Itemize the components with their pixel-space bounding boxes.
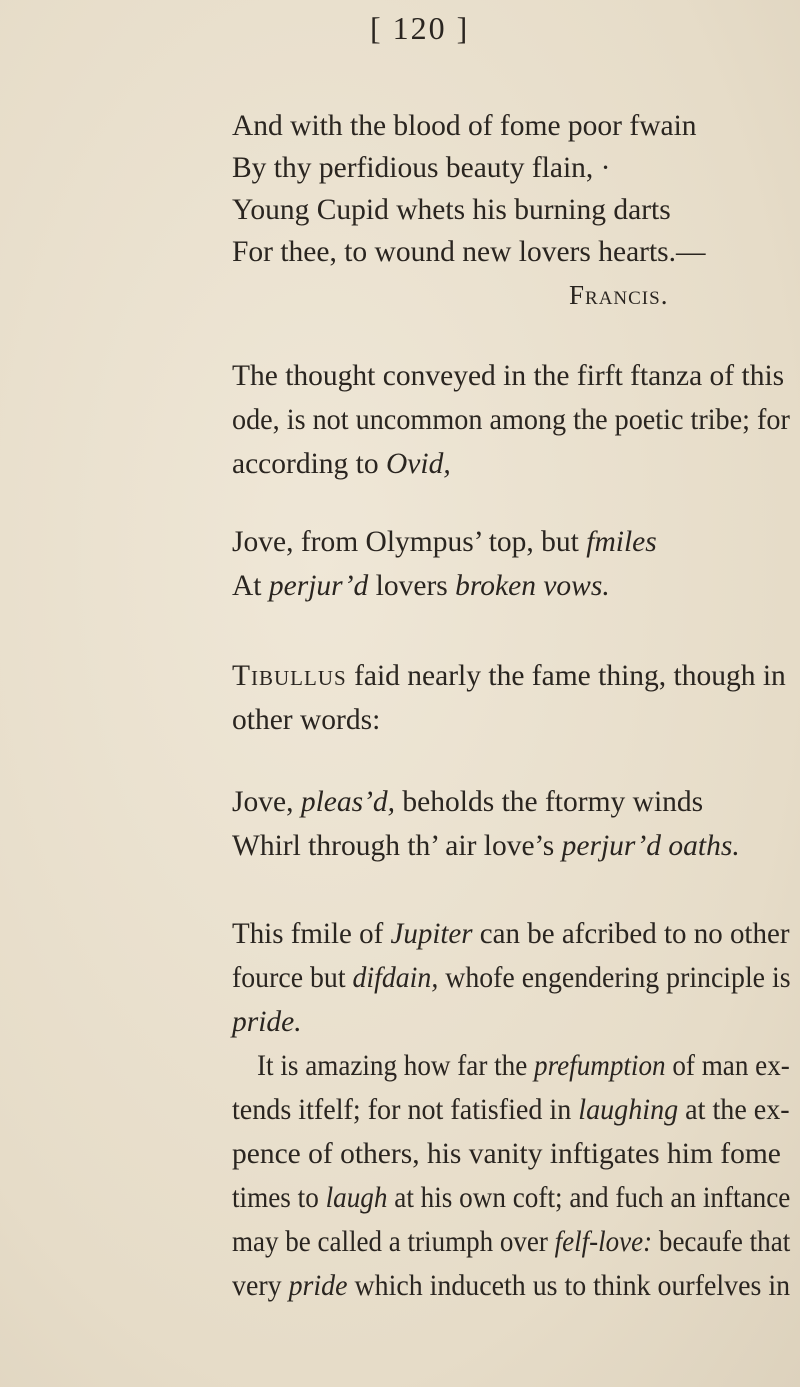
verse-line: Whirl through th’ air love’s perjur’d oaths. [232,830,740,862]
paragraph-line: This fmile of Jupiter can be afcribed to no other [232,918,790,950]
verse-line: And with the blood of fome poor fwain [232,110,697,142]
paragraph-line: pride. [232,1006,302,1038]
verse-line: Jove, from Olympus’ top, but fmiles [232,526,657,558]
paragraph-line: other words: [232,704,381,736]
verse-line: By thy perfidious beauty flain, · [232,152,611,184]
paragraph-line: fource but difdain, whofe engendering principle is [232,962,791,994]
paragraph-line: tends itfelf; for not fatisfied in laughing at the ex- [232,1094,790,1126]
paragraph-line: pence of others, his vanity inftigates him fome [232,1138,781,1170]
paragraph-line: according to Ovid, [232,448,451,480]
paragraph-line: very pride which induceth us to think ourfelves in [232,1270,791,1302]
attribution: Francis. [569,280,669,310]
paragraph-line: may be called a triumph over felf-love: becaufe that [232,1226,791,1258]
paragraph-line: times to laugh at his own coft; and fuch an inftance [232,1182,791,1214]
paragraph-line: It is amazing how far the prefumption of man ex- [257,1050,790,1082]
page-number: [ 120 ] [370,10,470,46]
verse-line: For thee, to wound new lovers hearts.— [232,236,706,268]
paragraph-line: Tibullus faid nearly the fame thing, though in [232,660,786,692]
verse-line: Young Cupid whets his burning darts [232,194,671,226]
verse-line: At perjur’d lovers broken vows. [232,570,610,602]
paragraph-line: The thought conveyed in the firft ftanza of this [232,360,785,392]
verse-line: Jove, pleas’d, beholds the ftormy winds [232,786,704,818]
paragraph-line: ode, is not uncommon among the poetic tribe; for [232,404,790,436]
